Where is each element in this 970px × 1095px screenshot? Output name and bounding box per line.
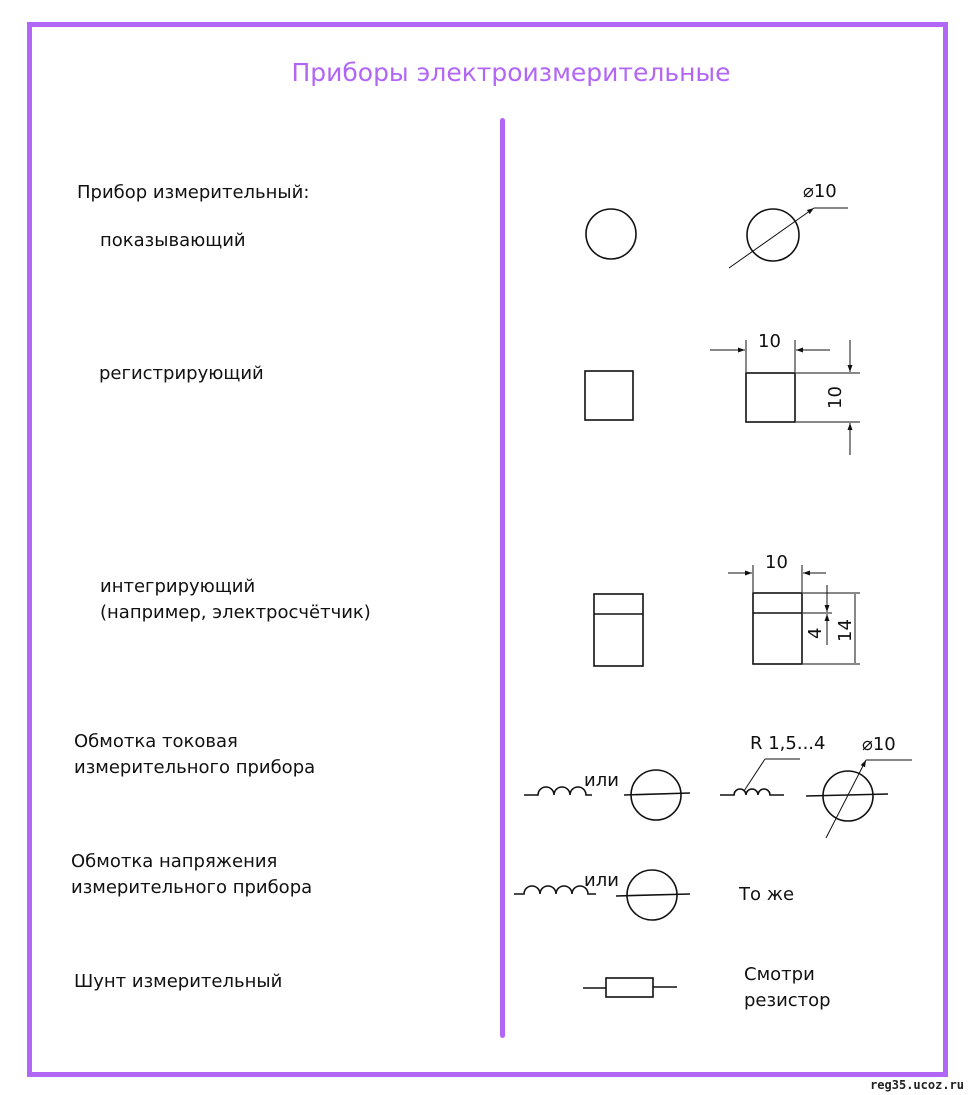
or-label-2: или [584, 870, 619, 891]
note-see-resistor-line1: Смотри [744, 964, 815, 985]
coil-circle-diameter-label: ⌀10 [862, 734, 896, 755]
square-width-label: 10 [758, 331, 781, 352]
meter-width-label: 10 [765, 552, 788, 573]
label-current-coil-line2: измерительного прибора [74, 757, 316, 778]
square-height-label: 10 [825, 386, 846, 409]
label-shunt: Шунт измерительный [74, 971, 283, 992]
label-integrating-example: (например, электросчётчик) [100, 602, 371, 623]
current-coil-circle-dimensioned-symbol [806, 760, 912, 838]
label-integrating: интегрирующий [100, 576, 256, 597]
circle-diameter-label: ⌀10 [803, 181, 837, 202]
label-current-coil-line1: Обмотка токовая [74, 731, 238, 752]
shunt-symbol [583, 978, 677, 997]
meter-top-label: 4 [805, 627, 826, 639]
watermark: reg35.ucoz.ru [870, 1078, 964, 1092]
label-voltage-coil-line1: Обмотка напряжения [71, 851, 278, 872]
integrating-symbol [594, 594, 643, 666]
label-voltage-coil-line2: измерительного прибора [71, 877, 313, 898]
page-title: Приборы электроизмерительные [291, 58, 731, 87]
current-coil-symbol [524, 787, 592, 795]
voltage-coil-circle-symbol [616, 870, 690, 920]
current-coil-circle-symbol [624, 770, 690, 820]
or-label-1: или [584, 770, 619, 791]
current-coil-dimensioned-symbol [720, 759, 800, 795]
indicating-symbol [586, 209, 636, 259]
integrating-dimensioned-symbol [728, 565, 860, 664]
note-see-resistor-line2: резистор [744, 990, 831, 1011]
label-recording: регистрирующий [99, 363, 264, 384]
coil-radius-label: R 1,5...4 [750, 733, 826, 754]
device-heading: Прибор измерительный: [77, 182, 310, 203]
meter-height-label: 14 [835, 619, 856, 642]
label-indicating: показывающий [100, 230, 246, 251]
indicating-dimensioned-symbol [729, 208, 848, 268]
note-same: То же [739, 884, 795, 905]
recording-symbol [585, 371, 633, 420]
